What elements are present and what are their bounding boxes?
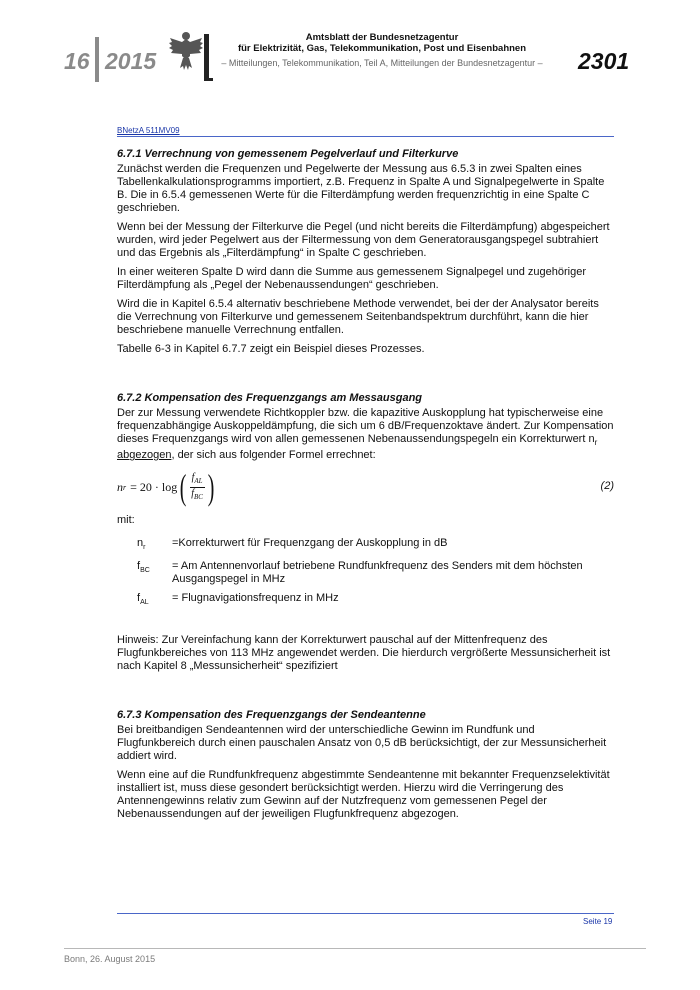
publication-date: Bonn, 26. August 2015 xyxy=(64,954,156,964)
footer-page-label: Seite 19 xyxy=(583,917,613,926)
header-rule xyxy=(117,136,614,137)
paragraph: Wird die in Kapitel 6.5.4 alternativ beschriebene Methode verwendet, bei der der Analysator bereits die Verrechnung von Filterkurve und gemessenem Seitenbandspektrum durchführt, kann die hier beschriebene manuelle Verrechnung entfallen. xyxy=(117,298,599,336)
note-paragraph: Hinweis: Zur Vereinfachung kann der Korrekturwert pauschal auf der Mittenfrequenz des Flugfunkbereiches von 113 MHz angewendet werden. Die hierdurch vergrößerte Messunsicherheit ist nach Kapitel 8 „Messunsicherheit“ spezifiziert xyxy=(117,633,611,672)
underlined-word: abgezogen xyxy=(117,449,172,462)
publication-title-line1: Amtsblatt der Bundesnetzagentur xyxy=(305,32,459,43)
formula-expression: n r = 20 · log ( $\frac{f_{AL}}{f_{BC}}$ ) xyxy=(117,467,215,508)
definition-row: $f_{BC}$ = Am Antennenvorlauf betriebene Rundfunkfrequenz des Senders mit dem höchsten Ausgangspegel in MHz xyxy=(137,560,583,586)
paragraph: Der zur Messung verwendete Richtkoppler bzw. die kapazitive Auskopplung hat typischerweise eine frequenzabhängige Auskoppeldämpfung, die sich um 6 dB/Frequenzoktave ändert. Zur Kompensation dieses Frequenzgangs wird von allen gemessenen Nebenaussendungspegeln ein Korrekturwert $n_r$ abgezogen, der sich aus folgender Formel errechnet: xyxy=(117,407,614,462)
paragraph: Tabelle 6-3 in Kapitel 6.7.7 zeigt ein Beispiel dieses Prozesses. xyxy=(117,343,425,355)
publication-title-line2: für Elektrizität, Gas, Telekommunikation, Post und Eisenbahnen xyxy=(237,43,527,54)
issue-number: 16 xyxy=(64,48,90,74)
paragraph: In einer weiteren Spalte D wird dann die Summe aus gemessenem Signalpegel und zugehöriger Filterdämpfung als „Pegel der Nebenaussendungen“ geschrieben. xyxy=(117,266,586,291)
formula-fraction: $\frac{f_{AL}}{f_{BC}}$ xyxy=(191,471,203,501)
mit-label: mit: xyxy=(117,514,135,527)
bottom-rule xyxy=(64,948,646,949)
paragraph: Wenn bei der Messung der Filterkurve die Pegel (und nicht bereits die Filterdämpfung) abgespeichert wurden, wird jeder Pegelwert aus der Filtermessung von dem Generatorausgangspegel subtrahiert und das Ergebnis als „Filterdämpfung“ in Spalte C geschrieben. xyxy=(117,221,610,259)
federal-eagle-icon xyxy=(168,30,204,72)
header-divider-foot xyxy=(204,78,213,81)
document-reference: BNetzA 511MV09 xyxy=(117,126,180,135)
equation-number: (2) xyxy=(600,480,614,493)
publication-title xyxy=(212,32,552,54)
issue-divider xyxy=(95,37,99,82)
section-heading-6-7-1: 6.7.1 Verrechnung von gemessenem Pegelverlauf und Filterkurve xyxy=(117,148,459,160)
paragraph: Bei breitbandigen Sendeantennen wird der unterschiedliche Gewinn im Rundfunk und Flugfunkbereich durch einen pauschalen Ansatz von 0,5 dB berücksichtigt, der zur Messunsicherheit addiert wird. xyxy=(117,723,607,762)
section-heading-6-7-3: 6.7.3 Kompensation des Frequenzgangs der Sendeantenne xyxy=(117,708,426,721)
publication-subtitle: – Mitteilungen, Telekommunikation, Teil A, Mitteilungen der Bundesnetzagentur – xyxy=(221,58,543,68)
footer-rule xyxy=(117,913,614,914)
definition-row: $f_{AL}$ = Flugnavigationsfrequenz in MHz xyxy=(137,592,339,607)
main-content xyxy=(117,148,614,827)
paragraph: Wenn eine auf die Rundfunkfrequenz abgestimmte Sendeantenne mit bekannter Frequenzselektivität installiert ist, muss diese gesondert berücksichtigt werden. Hierzu wird die Verringerung des Antennengewinns relativ zum Gewinn auf der Nutzfrequenz vom gemessenen Pegel der Nebenaussendungen auf der jeweiligen Flugfunkfrequenz abgezogen. xyxy=(117,768,610,820)
formula-2 xyxy=(117,468,614,508)
header-divider xyxy=(204,34,209,78)
issue-year: 2015 xyxy=(105,48,157,74)
paragraph: Zunächst werden die Frequenzen und Pegelwerte der Messung aus 6.5.3 in zwei Spalten eines Tabellenkalkulationsprogramms importiert, z.B. Frequenz in Spalte A und Signalpegelwerte in Spalte B. Die in 6.5.4 gemessenen Werte für die Filterdämpfung werden frequenzrichtig in eine Spalte C geschrieben. xyxy=(117,163,605,214)
definition-row: $n_r$ =Korrekturwert für Frequenzgang der Auskopplung in dB xyxy=(137,537,448,552)
section-heading-6-7-2: 6.7.2 Kompensation des Frequenzgangs am Messausgang xyxy=(117,392,423,404)
page-number: 2301 xyxy=(578,48,630,74)
